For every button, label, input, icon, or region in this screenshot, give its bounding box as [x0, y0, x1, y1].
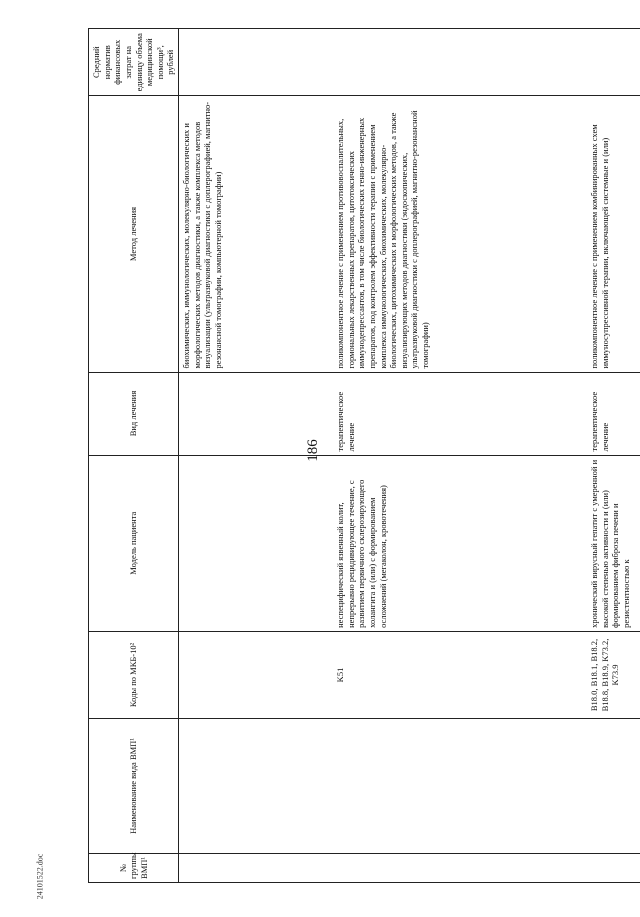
cell-model: хронический вирусный гепатит с умеренной и высокой степенью активности и (или) формированием фиброза печени и резистентностью к [587, 455, 640, 631]
cell-group-no [333, 853, 587, 882]
cell-method: биохимических, иммунологических, молекулярно-биологических и морфологических методов диагностики, а также комплекса методов визуализации (ультразвуковой диагностики с доплерографией, магнитно-резонансной томографии, компьютерной томографии) [179, 96, 334, 372]
cell-model [179, 455, 334, 631]
cell-cost [587, 29, 640, 97]
cell-method: поликомпонентное лечение с применением противовоспалительных, гормональных лекарственных препаратов, цитотоксических иммунодепрессантов, в том числе биологических генно-инженерных препаратов, под контролем эффективности терапии с применением комплекса иммунологических, биохимических, молекулярно-биологических, цитохимических и морфологических методов, а также визуализирующих методов диагностики (эндоскопических, ультразвуковой диагностики с доплерографией, магнитно-резонансной томографии) [333, 96, 587, 372]
cell-codes [179, 631, 334, 718]
cell-type [179, 372, 334, 455]
cell-name [587, 719, 640, 854]
header-method: Метод лечения [89, 96, 179, 372]
cell-model: неспецифический язвенный колит, непрерывно рецидивирующее течение, с развитием первичного склерозирующего холангита и (или) с формированием осложнений (мегаколон, кровотечения) [333, 455, 587, 631]
header-name: Наименование вида ВМП¹ [89, 719, 179, 854]
treatment-table-container [88, 28, 631, 883]
cell-name [179, 719, 334, 854]
table-header-row [89, 29, 179, 883]
cell-codes: K51 [333, 631, 587, 718]
table-row [333, 29, 587, 883]
cell-group-no [587, 853, 640, 882]
cell-cost [333, 29, 587, 97]
page-number: 186 [304, 439, 321, 462]
cell-codes: B18.0, B18.1, B18.2, B18.8, B18.9, K73.2, K73.9 [587, 631, 640, 718]
cell-name [333, 719, 587, 854]
header-model: Модель пациента [89, 455, 179, 631]
treatment-table [88, 28, 640, 883]
header-type: Вид лечения [89, 372, 179, 455]
cell-type: терапевтическое лечение [333, 372, 587, 455]
header-cost: Средний норматив финансовых затрат на единицу объема медицинской помощи³, рублей [89, 29, 179, 97]
cell-method: поликомпонентное лечение с применением комбинированных схем иммуносупрессивной терапии, включающей системные и (или) [587, 96, 640, 372]
cell-cost [179, 29, 334, 97]
table-row [179, 29, 334, 883]
cell-group-no [179, 853, 334, 882]
document-footer: 24101522.doc [35, 853, 45, 900]
table-row [587, 29, 640, 883]
header-codes: Коды по МКБ-10² [89, 631, 179, 718]
header-group-no: № группы ВМП¹ [89, 853, 179, 882]
cell-type: терапевтическое лечение [587, 372, 640, 455]
